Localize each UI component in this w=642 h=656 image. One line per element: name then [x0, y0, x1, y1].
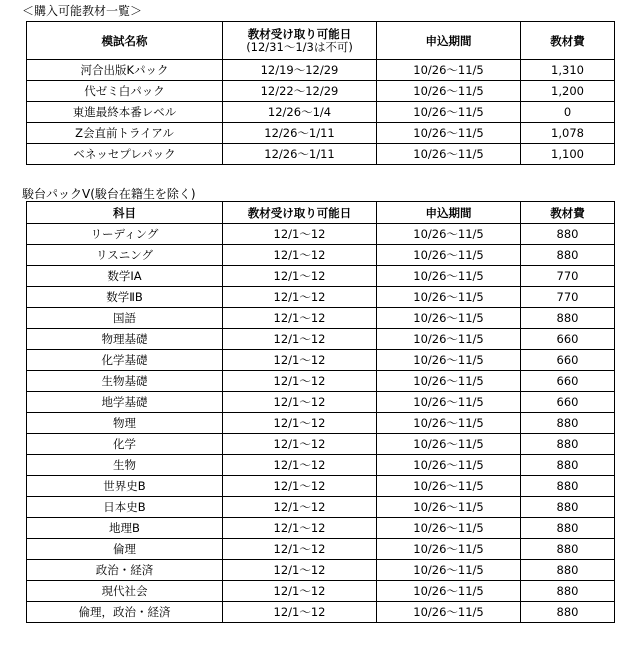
- subject-cell: 数学ⅡB: [27, 287, 223, 308]
- pickup-date-cell: 12/1～12: [223, 350, 377, 371]
- table-row: [27, 539, 615, 560]
- pickup-date-cell: 12/1～12: [223, 539, 377, 560]
- table-row: [27, 371, 615, 392]
- table-row: [27, 413, 615, 434]
- application-period-cell: 10/26～11/5: [377, 266, 521, 287]
- subject-cell: 物理: [27, 413, 223, 434]
- table-row: [27, 560, 615, 581]
- application-period-cell: 10/26～11/5: [377, 602, 521, 623]
- subject-cell: 世界史B: [27, 476, 223, 497]
- fee-cell: 880: [521, 224, 615, 245]
- header-exam-name: 模試名称: [27, 22, 223, 60]
- subject-cell: 地理B: [27, 518, 223, 539]
- fee-cell: 660: [521, 329, 615, 350]
- fee-cell: 770: [521, 266, 615, 287]
- table-row: [27, 518, 615, 539]
- table-row: [27, 266, 615, 287]
- application-period-cell: 10/26～11/5: [377, 350, 521, 371]
- application-period-cell: 10/26～11/5: [377, 81, 521, 102]
- header-pickup-date: 教材受け取り可能日: [223, 202, 377, 224]
- subject-cell: 倫理，政治・経済: [27, 602, 223, 623]
- pickup-date-cell: 12/1～12: [223, 602, 377, 623]
- fee-cell: 1,310: [521, 60, 615, 81]
- fee-cell: 880: [521, 539, 615, 560]
- table-row: [27, 287, 615, 308]
- fee-cell: 660: [521, 350, 615, 371]
- header-pickup-line2: (12/31～1/3は不可): [246, 39, 353, 54]
- application-period-cell: 10/26～11/5: [377, 539, 521, 560]
- fee-cell: 1,200: [521, 81, 615, 102]
- subject-cell: 国語: [27, 308, 223, 329]
- pickup-date-cell: 12/1～12: [223, 287, 377, 308]
- pickup-date-cell: 12/1～12: [223, 224, 377, 245]
- table-row: [27, 329, 615, 350]
- fee-cell: 1,100: [521, 144, 615, 165]
- table-row: [27, 455, 615, 476]
- subject-cell: 化学基礎: [27, 350, 223, 371]
- pickup-date-cell: 12/1～12: [223, 371, 377, 392]
- pickup-date-cell: 12/1～12: [223, 476, 377, 497]
- application-period-cell: 10/26～11/5: [377, 518, 521, 539]
- subject-cell: 政治・経済: [27, 560, 223, 581]
- pickup-date-cell: 12/22～12/29: [223, 81, 377, 102]
- pickup-date-cell: 12/1～12: [223, 308, 377, 329]
- pickup-date-cell: 12/1～12: [223, 434, 377, 455]
- section1-heading: ＜購入可能教材一覧＞: [22, 4, 143, 18]
- table-row: [27, 308, 615, 329]
- subject-cell: リーディング: [27, 224, 223, 245]
- pickup-date-cell: 12/1～12: [223, 497, 377, 518]
- pickup-date-cell: 12/1～12: [223, 245, 377, 266]
- subject-cell: 化学: [27, 434, 223, 455]
- application-period-cell: 10/26～11/5: [377, 392, 521, 413]
- table-row: [27, 123, 615, 144]
- table-header-row: [27, 22, 615, 60]
- subject-cell: 生物: [27, 455, 223, 476]
- application-period-cell: 10/26～11/5: [377, 581, 521, 602]
- application-period-cell: 10/26～11/5: [377, 434, 521, 455]
- application-period-cell: 10/26～11/5: [377, 287, 521, 308]
- sundai-pack-table: [26, 201, 615, 623]
- fee-cell: 880: [521, 560, 615, 581]
- header-pickup-date: [223, 22, 377, 60]
- pickup-date-cell: 12/1～12: [223, 392, 377, 413]
- exam-name-cell: 東進最終本番レベル: [27, 102, 223, 123]
- subject-cell: 生物基礎: [27, 371, 223, 392]
- application-period-cell: 10/26～11/5: [377, 329, 521, 350]
- application-period-cell: 10/26～11/5: [377, 123, 521, 144]
- application-period-cell: 10/26～11/5: [377, 224, 521, 245]
- exam-name-cell: ベネッセプレパック: [27, 144, 223, 165]
- pickup-date-cell: 12/19～12/29: [223, 60, 377, 81]
- application-period-cell: 10/26～11/5: [377, 371, 521, 392]
- table-header-row: [27, 202, 615, 224]
- fee-cell: 1,078: [521, 123, 615, 144]
- table-row: [27, 81, 615, 102]
- header-application-period: 申込期間: [377, 22, 521, 60]
- fee-cell: 880: [521, 245, 615, 266]
- application-period-cell: 10/26～11/5: [377, 413, 521, 434]
- fee-cell: 0: [521, 102, 615, 123]
- application-period-cell: 10/26～11/5: [377, 476, 521, 497]
- pickup-date-cell: 12/1～12: [223, 581, 377, 602]
- fee-cell: 660: [521, 392, 615, 413]
- pickup-date-cell: 12/1～12: [223, 266, 377, 287]
- pickup-date-cell: 12/1～12: [223, 329, 377, 350]
- header-subject: 科目: [27, 202, 223, 224]
- pickup-date-cell: 12/1～12: [223, 518, 377, 539]
- fee-cell: 660: [521, 371, 615, 392]
- table-row: [27, 350, 615, 371]
- fee-cell: 880: [521, 518, 615, 539]
- header-application-period: 申込期間: [377, 202, 521, 224]
- fee-cell: 880: [521, 581, 615, 602]
- fee-cell: 880: [521, 434, 615, 455]
- exam-name-cell: 河合出版Kパック: [27, 60, 223, 81]
- pickup-date-cell: 12/26～1/11: [223, 144, 377, 165]
- table-row: [27, 60, 615, 81]
- fee-cell: 880: [521, 308, 615, 329]
- table-row: [27, 476, 615, 497]
- application-period-cell: 10/26～11/5: [377, 144, 521, 165]
- fee-cell: 880: [521, 602, 615, 623]
- fee-cell: 880: [521, 497, 615, 518]
- application-period-cell: 10/26～11/5: [377, 455, 521, 476]
- table-row: [27, 224, 615, 245]
- header-fee: 教材費: [521, 22, 615, 60]
- table-row: [27, 581, 615, 602]
- fee-cell: 880: [521, 476, 615, 497]
- pickup-date-cell: 12/26～1/11: [223, 123, 377, 144]
- table-row: [27, 144, 615, 165]
- fee-cell: 880: [521, 413, 615, 434]
- table-row: [27, 434, 615, 455]
- purchasable-materials-table: [26, 21, 615, 165]
- table-row: [27, 392, 615, 413]
- header-fee: 教材費: [521, 202, 615, 224]
- pickup-date-cell: 12/1～12: [223, 455, 377, 476]
- application-period-cell: 10/26～11/5: [377, 497, 521, 518]
- table-row: [27, 245, 615, 266]
- subject-cell: 日本史B: [27, 497, 223, 518]
- table-row: [27, 102, 615, 123]
- fee-cell: 770: [521, 287, 615, 308]
- header-pickup-line1: 教材受け取り可能日: [247, 26, 352, 41]
- pickup-date-cell: 12/1～12: [223, 560, 377, 581]
- application-period-cell: 10/26～11/5: [377, 245, 521, 266]
- application-period-cell: 10/26～11/5: [377, 60, 521, 81]
- subject-cell: 物理基礎: [27, 329, 223, 350]
- table-row: [27, 497, 615, 518]
- subject-cell: 数学ⅠA: [27, 266, 223, 287]
- exam-name-cell: Z会直前トライアル: [27, 123, 223, 144]
- subject-cell: リスニング: [27, 245, 223, 266]
- section2-heading: 駿台パックV(駿台在籍生を除く): [22, 187, 196, 201]
- subject-cell: 倫理: [27, 539, 223, 560]
- fee-cell: 880: [521, 455, 615, 476]
- application-period-cell: 10/26～11/5: [377, 308, 521, 329]
- application-period-cell: 10/26～11/5: [377, 560, 521, 581]
- pickup-date-cell: 12/1～12: [223, 413, 377, 434]
- exam-name-cell: 代ゼミ白パック: [27, 81, 223, 102]
- application-period-cell: 10/26～11/5: [377, 102, 521, 123]
- pickup-date-cell: 12/26～1/4: [223, 102, 377, 123]
- table-row: [27, 602, 615, 623]
- subject-cell: 地学基礎: [27, 392, 223, 413]
- subject-cell: 現代社会: [27, 581, 223, 602]
